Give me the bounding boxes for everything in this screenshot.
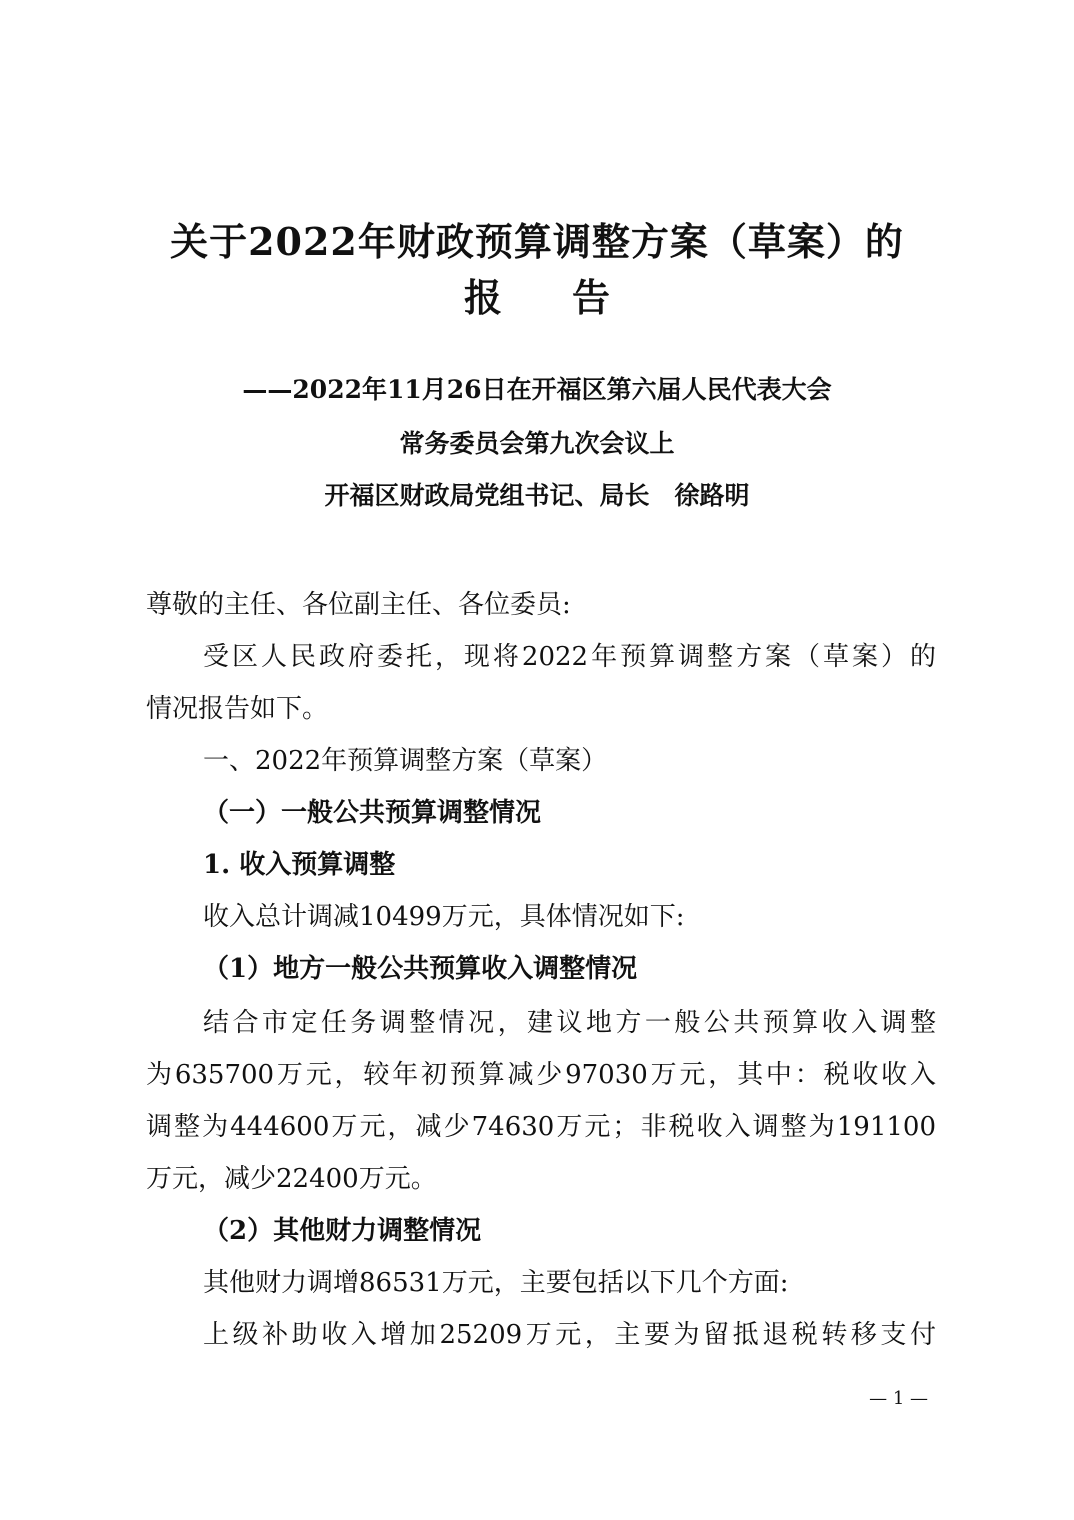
paragraph-1-line-2: 情况报告如下。 — [146, 694, 329, 724]
section-heading-3: 1. 收入预算调整 — [203, 850, 396, 880]
section-heading-1: 一、2022年预算调整方案（草案） — [203, 746, 608, 776]
paragraph-3-line-2: 为635700万元，较年初预算减少97030万元，其中：税收收入 — [146, 1060, 936, 1090]
section-heading-5: （2）其他财力调整情况 — [203, 1216, 482, 1246]
document-title-line1: 关于2022年财政预算调整方案（草案）的 — [170, 219, 904, 264]
page-number: — 1 — — [869, 1388, 928, 1409]
section-heading-2: （一）一般公共预算调整情况 — [203, 798, 542, 828]
paragraph-3-line-4: 万元，减少22400万元。 — [146, 1164, 437, 1194]
salutation: 尊敬的主任、各位副主任、各位委员: — [146, 590, 571, 620]
subtitle-line1: ——2022年11月26日在开福区第六届人民代表大会 — [242, 375, 832, 404]
section-heading-4: （1）地方一般公共预算收入调整情况 — [203, 954, 638, 984]
subtitle-line3: 开福区财政局党组书记、局长 徐路明 — [324, 481, 750, 510]
paragraph-3-line-1: 结合市定任务调整情况，建议地方一般公共预算收入调整 — [203, 1008, 936, 1038]
paragraph-2: 收入总计调减10499万元，具体情况如下: — [203, 902, 685, 932]
paragraph-5-line-1: 上级补助收入增加25209万元，主要为留抵退税转移支付 — [203, 1320, 936, 1350]
subtitle-line2: 常务委员会第九次会议上 — [399, 429, 675, 458]
paragraph-3-line-3: 调整为444600万元，减少74630万元；非税收入调整为191100 — [146, 1112, 936, 1142]
paragraph-4: 其他财力调增86531万元，主要包括以下几个方面: — [203, 1268, 789, 1298]
document-title-line2: 报告 — [463, 275, 680, 320]
paragraph-1-line-1: 受区人民政府委托，现将2022年预算调整方案（草案）的 — [203, 642, 936, 672]
